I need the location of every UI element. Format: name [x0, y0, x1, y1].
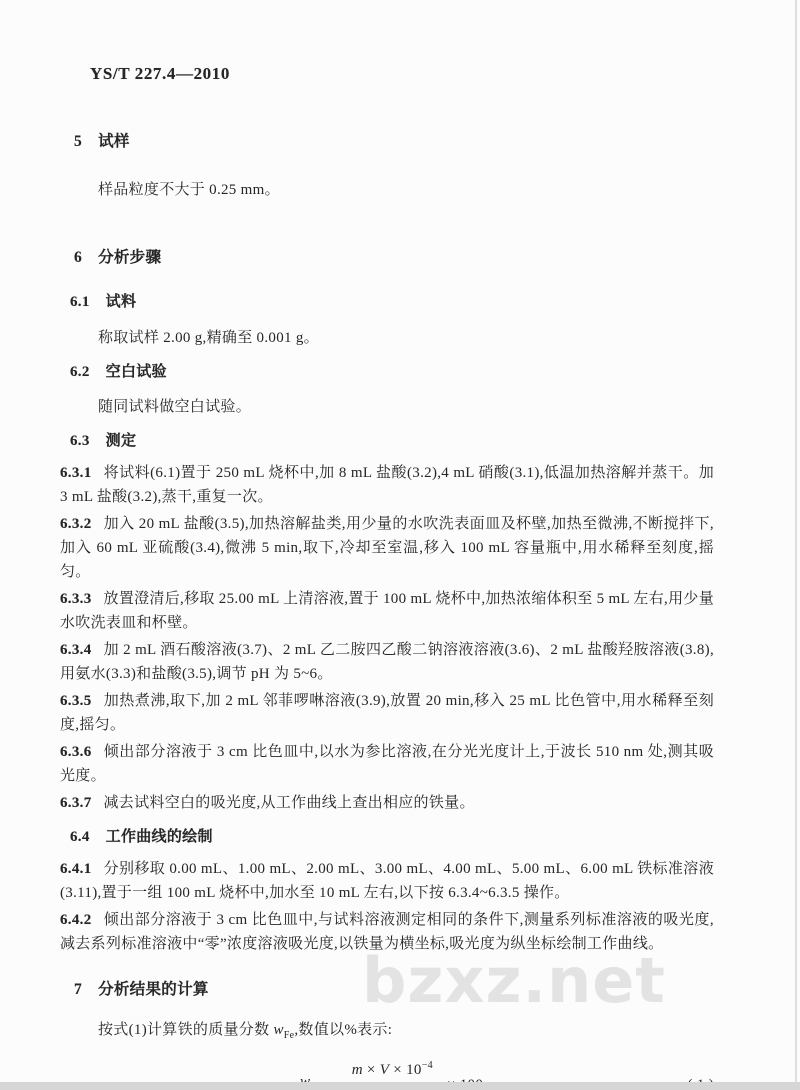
clause-number: 6.4.1: [60, 861, 92, 877]
section-6-1-paragraph: 称取试样 2.00 g,精确至 0.001 g。: [98, 330, 319, 346]
w-fe-symbol: w: [273, 1022, 284, 1038]
clause-6-3-5: [60, 689, 714, 737]
clause-number: 6.4.2: [60, 912, 92, 928]
section-6-3-heading: [70, 429, 714, 453]
clause-6-3-2: [60, 512, 714, 584]
clause-text: 放置澄清后,移取 25.00 mL 上清溶液,置于 100 mL 烧杯中,加热浓缩体积至 5 mL 左右,用少量水吹洗表皿和杯壁。: [60, 591, 714, 631]
fraction-numerator: $m \times V \times 10^{-4}$: [344, 1054, 441, 1084]
section-6-2-heading: [70, 360, 714, 384]
formula-intro: [64, 1018, 714, 1048]
watermark: bzxz.net: [362, 944, 666, 1017]
clause-number: 6.3.6: [60, 744, 92, 760]
intro-text-after: ,数值以%表示:: [294, 1022, 393, 1038]
section-number: 6.1: [70, 294, 90, 310]
section-number: 6.4: [70, 829, 90, 845]
clause-6-4-2: [60, 908, 714, 956]
clause-number: 6.3.5: [60, 693, 92, 709]
clause-text: 加 2 mL 酒石酸溶液(3.7)、2 mL 乙二胺四乙酸二钠溶液溶液(3.6)、2 mL 盐酸羟胺溶液(3.8),用氨水(3.3)和盐酸(3.5),调节 pH 为 5~6。: [60, 642, 714, 682]
section-number: 5: [74, 133, 83, 150]
clause-text: 减去试料空白的吸光度,从工作曲线上查出相应的铁量。: [103, 795, 475, 811]
clause-6-3-6: [60, 740, 714, 788]
scan-right-edge: [795, 0, 797, 1090]
clause-number: 6.3.1: [60, 465, 92, 481]
section-6-2-paragraph: 随同试料做空白试验。: [98, 399, 252, 415]
section-title: 工作曲线的绘制: [105, 829, 213, 845]
section-number: 6.3: [70, 433, 90, 449]
section-6-4-heading: [70, 825, 714, 849]
section-6-1-heading: [70, 290, 714, 314]
section-5-heading: [74, 130, 714, 154]
clause-6-3-4: [60, 638, 714, 686]
section-title: 分析步骤: [98, 249, 162, 266]
section-number: 6: [74, 249, 83, 266]
standard-code-header: YS/T 227.4—2010: [90, 64, 230, 83]
clause-number: 6.3.3: [60, 591, 92, 607]
w-fe-subscript: Fe: [283, 1030, 295, 1041]
clause-text: 加热煮沸,取下,加 2 mL 邻菲啰啉溶液(3.9),放置 20 min,移入 25 mL 比色管中,用水稀释至刻度,摇匀。: [60, 693, 714, 733]
section-title: 测定: [105, 433, 137, 449]
section-title: 试样: [98, 133, 130, 150]
clause-6-3-3: [60, 587, 714, 635]
clause-6-4-1: [60, 857, 714, 905]
intro-text: 按式(1)计算铁的质量分数: [98, 1022, 274, 1038]
clause-number: 6.3.4: [60, 642, 92, 658]
section-6-heading: [74, 246, 714, 270]
section-number: 7: [74, 981, 83, 998]
section-7-heading: [74, 978, 714, 1002]
clause-text: 倾出部分溶液于 3 cm 比色皿中,以水为参比溶液,在分光光度计上,于波长 510 nm 处,测其吸光度。: [60, 744, 714, 784]
clause-6-3-1: [60, 461, 714, 509]
clause-6-3-7: [60, 791, 714, 815]
clause-number: 6.3.7: [60, 795, 92, 811]
section-5-paragraph: 样品粒度不大于 0.25 mm。: [98, 182, 280, 198]
section-title: 空白试验: [105, 364, 167, 380]
section-title: 试料: [105, 294, 137, 310]
clause-text: 倾出部分溶液于 3 cm 比色皿中,与试料溶液测定相同的条件下,测量系列标准溶液的吸光度,减去系列标准溶液中“零”浓度溶液吸光度,以铁量为横坐标,吸光度为纵坐标绘制工作曲线。: [60, 912, 714, 952]
clause-number: 6.3.2: [60, 516, 92, 532]
scan-bottom-edge: [0, 1082, 800, 1090]
clause-text: 分别移取 0.00 mL、1.00 mL、2.00 mL、3.00 mL、4.00 mL、5.00 mL、6.00 mL 铁标准溶液(3.11),置于一组 100 mL 烧杯中,加水至 10 mL 左右,以下按 6.3.4~6.3.5 操作。: [60, 861, 714, 901]
section-number: 6.2: [70, 364, 90, 380]
clause-text: 将试料(6.1)置于 250 mL 烧杯中,加 8 mL 盐酸(3.2),4 mL 硝酸(3.1),低温加热溶解并蒸干。加 3 mL 盐酸(3.2),蒸干,重复一次。: [60, 465, 714, 505]
clause-text: 加入 20 mL 盐酸(3.5),加热溶解盐类,用少量的水吹洗表面皿及杯壁,加热至微沸,不断搅拌下,加入 60 mL 亚硫酸(3.4),微沸 5 min,取下,冷却至室温,移入 100 mL 容量瓶中,用水稀释至刻度,摇匀。: [60, 516, 714, 580]
section-title: 分析结果的计算: [98, 981, 209, 998]
